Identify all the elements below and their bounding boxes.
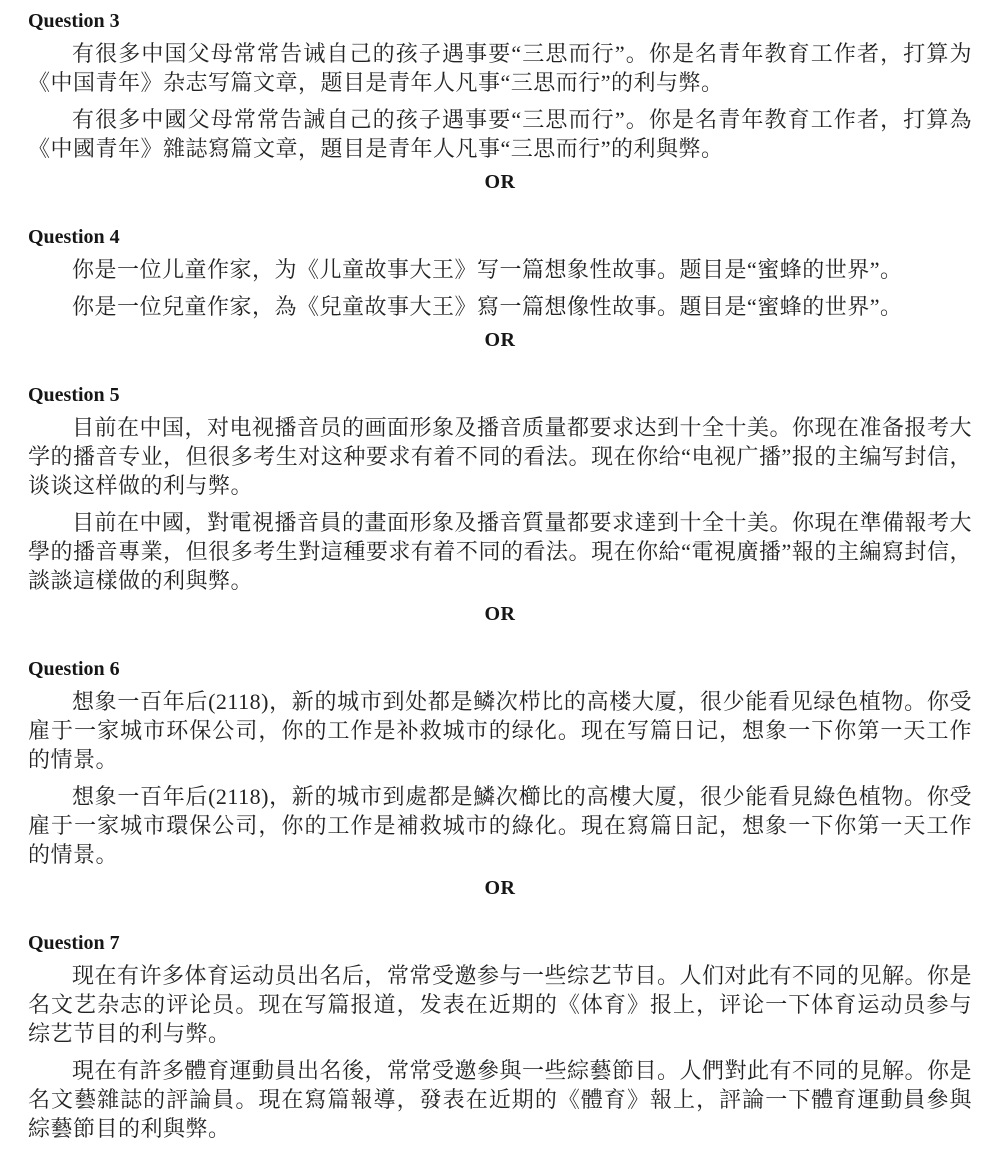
question-4-heading: Question 4 [28, 226, 120, 248]
question-7-traditional-text: 現在有許多體育運動員出名後，常常受邀參與一些綜藝節目。人們對此有不同的見解。你是名文藝雜誌的評論員。現在寫篇報導，發表在近期的《體育》報上，評論一下體育運動員參與綜藝節目的利與弊。 [28, 1058, 973, 1141]
or-separator-2: OR [484, 329, 516, 351]
question-6-simplified-text: 想象一百年后(2118)，新的城市到处都是鳞次栉比的高楼大厦，很少能看见绿色植物。你受雇于一家城市环保公司，你的工作是补救城市的绿化。现在写篇日记，想象一下你第一天工作的情景。 [28, 689, 972, 772]
question-3-traditional-text: 有很多中國父母常常告誡自己的孩子遇事要“三思而行”。你是名青年教育工作者，打算為《中國青年》雜誌寫篇文章，題目是青年人凡事“三思而行”的利與弊。 [28, 107, 972, 161]
question-6-traditional-text: 想象一百年后(2118)，新的城市到處都是鱗次櫛比的高樓大厦，很少能看見綠色植物。你受雇于一家城市環保公司，你的工作是補救城市的綠化。現在寫篇日記，想象一下你第一天工作的情景。 [28, 784, 972, 867]
question-4-section [28, 226, 972, 321]
question-4-simplified-text: 你是一位儿童作家，为《儿童故事大王》写一篇想象性故事。题目是“蜜蜂的世界”。 [72, 257, 903, 282]
or-separator-4: OR [484, 877, 516, 899]
or-separator-1: OR [484, 171, 516, 193]
question-5-heading: Question 5 [28, 384, 120, 406]
question-3-section [28, 10, 972, 163]
question-7-section [28, 932, 972, 1143]
question-5-section [28, 384, 972, 595]
question-3-heading: Question 3 [28, 10, 120, 32]
question-7-simplified-text: 现在有许多体育运动员出名后，常常受邀参与一些综艺节目。人们对此有不同的见解。你是名文艺杂志的评论员。现在写篇报道，发表在近期的《体育》报上，评论一下体育运动员参与综艺节目的利与弊。 [28, 963, 973, 1046]
question-7-heading: Question 7 [28, 932, 120, 954]
or-separator-3: OR [484, 603, 516, 625]
question-6-heading: Question 6 [28, 658, 120, 680]
question-5-simplified-text: 目前在中国，对电视播音员的画面形象及播音质量都要求达到十全十美。你现在准备报考大学的播音专业，但很多考生对这种要求有着不同的看法。现在你给“电视广播”报的主编写封信，谈谈这样做的利与弊。 [28, 415, 973, 498]
question-4-traditional-text: 你是一位兒童作家，為《兒童故事大王》寫一篇想像性故事。題目是“蜜蜂的世界”。 [72, 294, 903, 319]
question-5-traditional-text: 目前在中國，對電視播音員的畫面形象及播音質量都要求達到十全十美。你現在準備報考大學的播音專業，但很多考生對這種要求有着不同的看法。現在你給“電視廣播”報的主編寫封信，談談這樣做的利與弊。 [28, 510, 973, 593]
question-6-section [28, 658, 972, 869]
question-3-simplified-text: 有很多中国父母常常告诫自己的孩子遇事要“三思而行”。你是名青年教育工作者，打算为《中国青年》杂志写篇文章，题目是青年人凡事“三思而行”的利与弊。 [28, 41, 972, 95]
